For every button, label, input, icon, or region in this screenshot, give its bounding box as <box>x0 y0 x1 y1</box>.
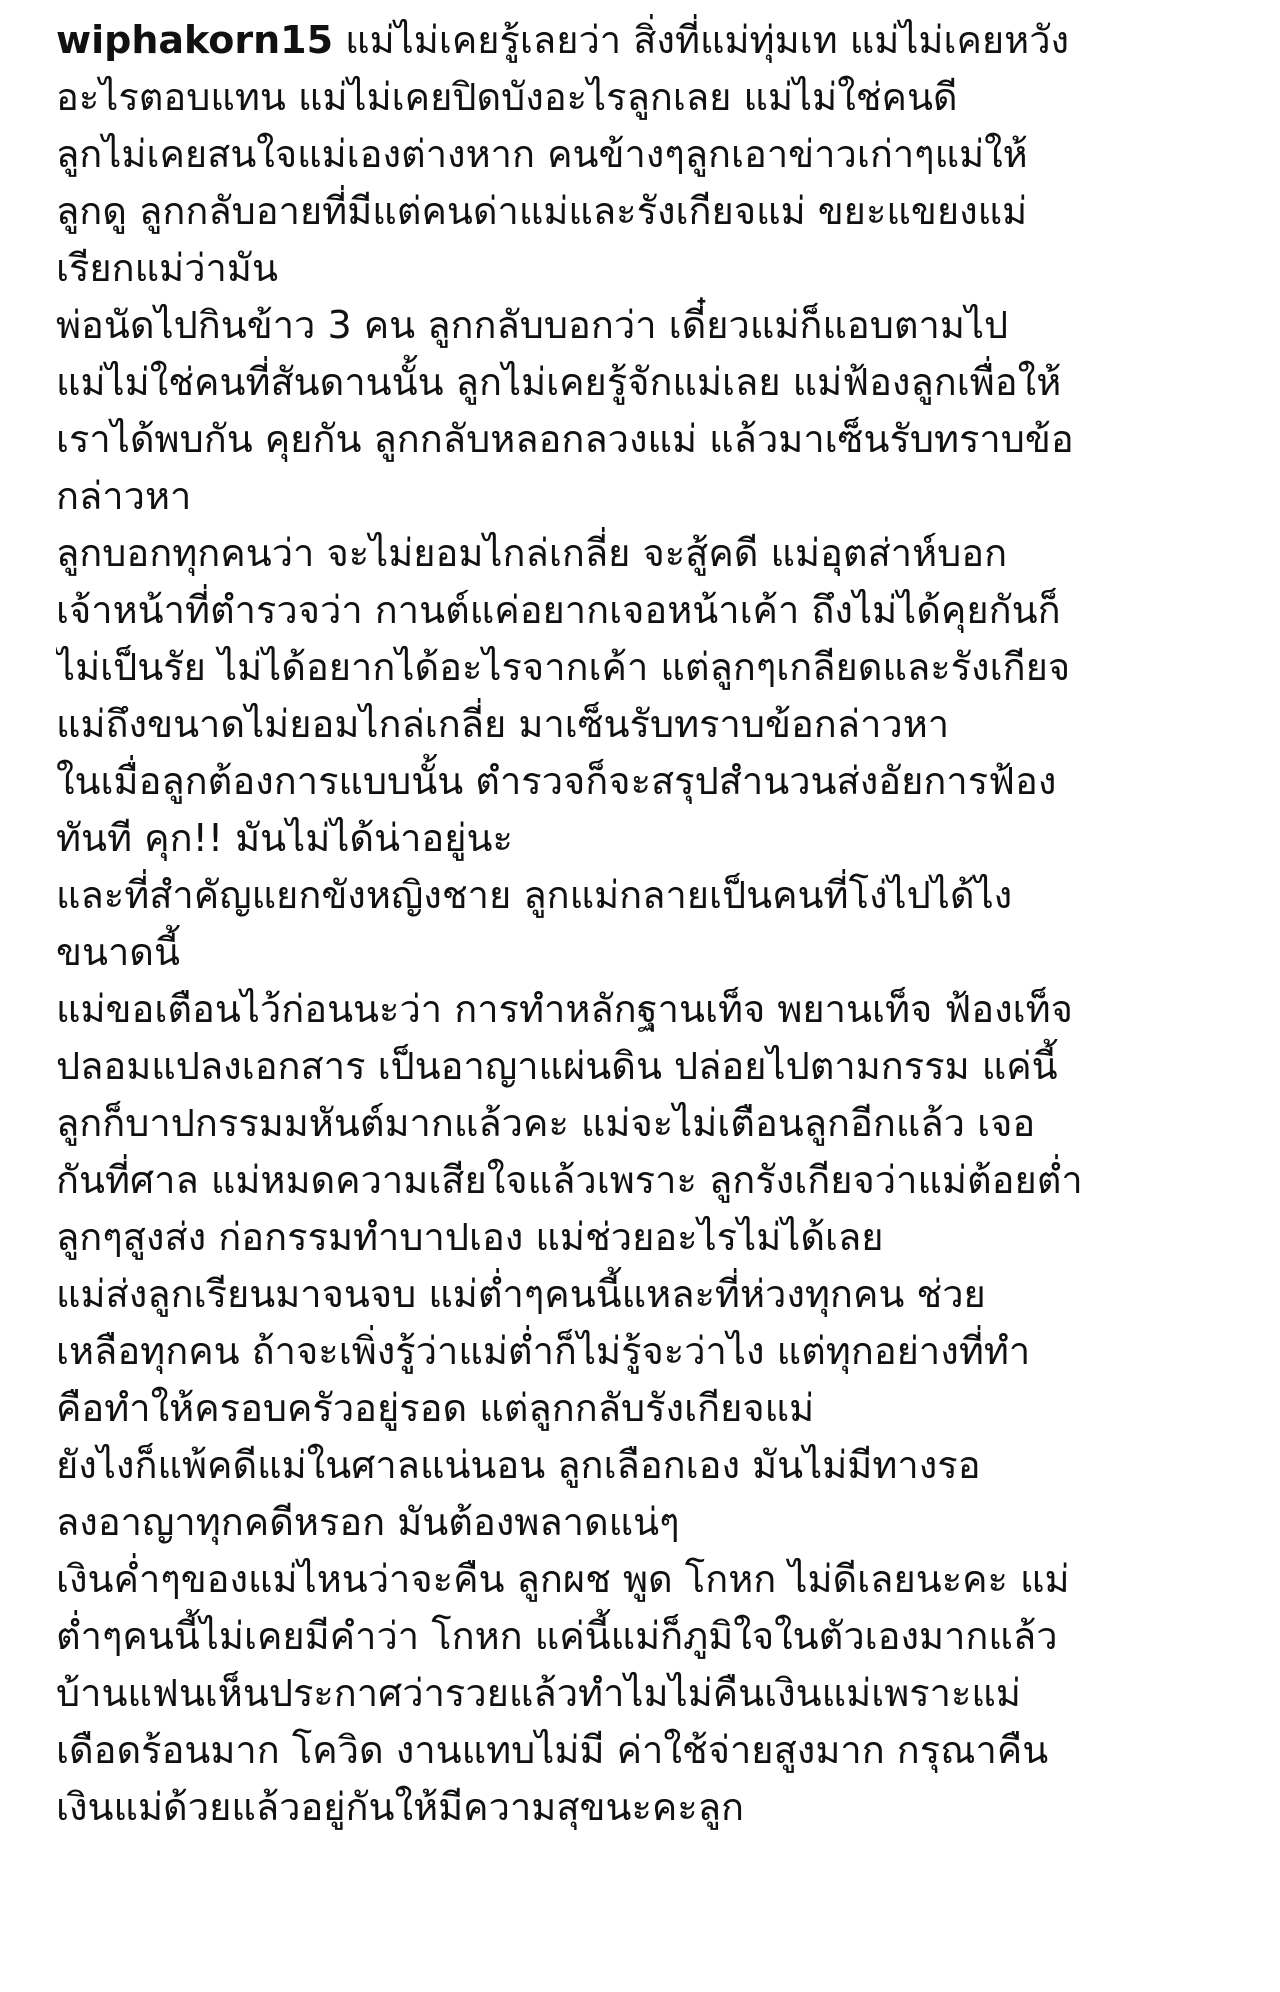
caption-line: แม่ไม่ใช่คนที่สันดานนั้น ลูกไม่เคยรู้จักแม่เลย แม่ฟ้องลูกเพื่อให้ <box>56 360 1062 404</box>
caption-line: กันที่ศาล แม่หมดความเสียใจแล้วเพราะ ลูกรังเกียจว่าแม่ต้อยต่ำ <box>56 1158 1083 1202</box>
caption-line: ต่ำๆคนนี้ไม่เคยมีคำว่า โกหก แค่นี้แม่ก็ภูมิใจในตัวเองมากแล้ว <box>56 1614 1058 1658</box>
caption-line: ลงอาญาทุกคดีหรอก มันต้องพลาดแน่ๆ <box>56 1500 680 1544</box>
caption-line: ลูกไม่เคยสนใจแม่เองต่างหาก คนข้างๆลูกเอาข่าวเก่าๆแม่ให้ <box>56 132 1028 176</box>
caption-line: แม่ขอเตือนไว้ก่อนนะว่า การทำหลักฐานเท็จ พยานเท็จ ฟ้องเท็จ <box>56 987 1073 1031</box>
caption-line: บ้านแฟนเห็นประกาศว่ารวยแล้วทำไมไม่คืนเงินแม่เพราะแม่ <box>56 1671 1021 1715</box>
caption-line: แม่ถึงขนาดไม่ยอมไกล่เกลี่ย มาเซ็นรับทราบข้อกล่าวหา <box>56 702 950 746</box>
caption-line: ปลอมแปลงเอกสาร เป็นอาญาแผ่นดิน ปล่อยไปตามกรรม แค่นี้ <box>56 1044 1058 1088</box>
caption-line: ไม่เป็นรัย ไม่ได้อยากได้อะไรจากเค้า แต่ลูกๆเกลียดและรังเกียจ <box>56 645 1071 689</box>
caption-line: ในเมื่อลูกต้องการแบบนั้น ตำรวจก็จะสรุปสำนวนส่งอัยการฟ้อง <box>56 759 1057 803</box>
caption-line: อะไรตอบแทน แม่ไม่เคยปิดบังอะไรลูกเลย แม่ไม่ใช่คนดี <box>56 75 958 119</box>
caption-line: และที่สำคัญแยกขังหญิงชาย ลูกแม่กลายเป็นคนที่โง่ไปได้ไง <box>56 873 1013 917</box>
caption-line: ลูกก็บาปกรรมมหันต์มากแล้วคะ แม่จะไม่เตือนลูกอีกแล้ว เจอ <box>56 1101 1036 1145</box>
post-caption <box>56 12 1236 1836</box>
caption-line: เรียกแม่ว่ามัน <box>56 246 278 290</box>
caption-line-1 <box>56 12 1236 69</box>
caption-line: เดือดร้อนมาก โควิด งานแทบไม่มี ค่าใช้จ่ายสูงมาก กรุณาคืน <box>56 1728 1049 1772</box>
caption-line: ยังไงก็แพ้คดีแม่ในศาลแน่นอน ลูกเลือกเอง มันไม่มีทางรอ <box>56 1443 981 1487</box>
caption-line: กล่าวหา <box>56 474 192 518</box>
caption-line: ลูกบอกทุกคนว่า จะไม่ยอมไกล่เกลี่ย จะสู้คดี แม่อุตส่าห์บอก <box>56 531 1008 575</box>
username-link[interactable]: wiphakorn15 <box>56 18 334 62</box>
caption-line: แม่ส่งลูกเรียนมาจนจบ แม่ต่ำๆคนนี้แหละที่ห่วงทุกคน ช่วย <box>56 1272 986 1316</box>
caption-line: เหลือทุกคน ถ้าจะเพิ่งรู้ว่าแม่ต่ำก็ไม่รู้จะว่าไง แต่ทุกอย่างที่ทำ <box>56 1329 1031 1373</box>
caption-line: เราได้พบกัน คุยกัน ลูกกลับหลอกลวงแม่ แล้วมาเซ็นรับทราบข้อ <box>56 417 1074 461</box>
caption-line: เงินค่ำๆของแม่ไหนว่าจะคืน ลูกผช พูด โกหก ไม่ดีเลยนะคะ แม่ <box>56 1557 1070 1601</box>
caption-line: ลูกดู ลูกกลับอายที่มีแต่คนด่าแม่และรังเกียจแม่ ขยะแขยงแม่ <box>56 189 1028 233</box>
caption-line: พ่อนัดไปกินข้าว 3 คน ลูกกลับบอกว่า เดี๋ยวแม่ก็แอบตามไป <box>56 303 1009 347</box>
caption-line: เจ้าหน้าที่ตำรวจว่า กานต์แค่อยากเจอหน้าเค้า ถึงไม่ได้คุยกันก็ <box>56 588 1061 632</box>
caption-line: คือทำให้ครอบครัวอยู่รอด แต่ลูกกลับรังเกียจแม่ <box>56 1386 815 1430</box>
caption-line: ทันที คุก!! มันไม่ได้น่าอยู่นะ <box>56 816 513 860</box>
caption-line: เงินแม่ด้วยแล้วอยู่กันให้มีความสุขนะคะลูก <box>56 1785 745 1829</box>
caption-text: แม่ไม่เคยรู้เลยว่า สิ่งที่แม่ทุ่มเท แม่ไม่เคยหวัง <box>333 18 1070 62</box>
caption-line: ลูกๆสูงส่ง ก่อกรรมทำบาปเอง แม่ช่วยอะไรไม่ได้เลย <box>56 1215 884 1259</box>
caption-line: ขนาดนี้ <box>56 930 180 974</box>
